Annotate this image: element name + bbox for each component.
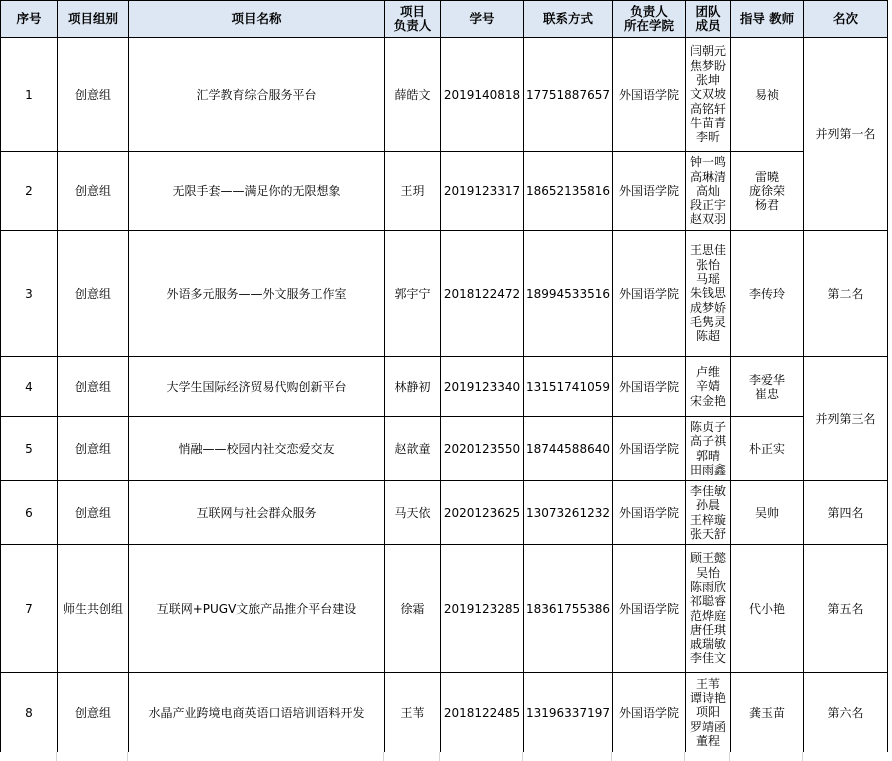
project-name-cell: 汇学教育综合服务平台 <box>129 38 385 152</box>
advisor-name: 庞徐荣 <box>748 184 785 198</box>
header-student-id: 学号 <box>441 1 524 38</box>
seq-cell: 5 <box>1 417 58 481</box>
rank-cell: 第六名 <box>804 673 888 753</box>
header-leader: 项目 负责人 <box>385 1 441 38</box>
team-members-cell <box>686 38 731 152</box>
advisor-name: 吴帅 <box>754 505 779 520</box>
team-members-cell <box>686 417 731 481</box>
team-member: 陈雨欣 <box>689 579 726 594</box>
team-member: 罗靖函 <box>689 719 726 734</box>
college-cell: 外国语学院 <box>613 357 686 417</box>
project-name-cell: 外语多元服务——外文服务工作室 <box>129 231 385 357</box>
table-row <box>1 417 888 481</box>
advisor-cell <box>731 357 804 417</box>
team-member: 宋金艳 <box>689 393 726 408</box>
advisor-cell <box>731 38 804 152</box>
team-member: 谭诗艳 <box>689 691 726 706</box>
college-cell: 外国语学院 <box>613 152 686 231</box>
team-members-cell <box>686 231 731 357</box>
group-cell: 创意组 <box>58 357 129 417</box>
team-member: 田雨鑫 <box>689 462 726 477</box>
student-id-cell: 2019140818 <box>441 38 524 152</box>
gridline <box>611 752 612 761</box>
advisor-cell <box>731 417 804 481</box>
team-member: 李佳敏 <box>689 483 726 498</box>
contact-cell: 13196337197 <box>524 673 613 753</box>
team-members-cell <box>686 152 731 231</box>
team-member: 毛隽灵 <box>689 314 726 329</box>
team-member: 高灿 <box>695 183 720 198</box>
advisor-cell <box>731 481 804 545</box>
advisor-name: 李爱华 <box>748 372 785 387</box>
team-member: 唐任琪 <box>689 622 726 637</box>
contact-cell: 18361755386 <box>524 545 613 673</box>
team-member: 牛苗青 <box>689 115 726 130</box>
gridline <box>729 752 730 761</box>
seq-cell: 4 <box>1 357 58 417</box>
team-member: 陈超 <box>695 329 720 344</box>
group-cell: 创意组 <box>58 38 129 152</box>
header-team-members: 团队 成员 <box>686 1 731 38</box>
advisor-cell <box>731 152 804 231</box>
advisor-name: 雷曉 <box>754 170 779 184</box>
leader-cell: 马天依 <box>385 481 441 545</box>
student-id-cell: 2019123285 <box>441 545 524 673</box>
team-member: 朱钱思 <box>689 286 726 301</box>
advisor-name: 代小艳 <box>748 601 785 616</box>
header-seq: 序号 <box>1 1 58 38</box>
table-row <box>1 38 888 152</box>
gridline <box>127 752 128 761</box>
group-cell: 师生共创组 <box>58 545 129 673</box>
team-member: 祁聪睿 <box>689 594 726 609</box>
group-cell: 创意组 <box>58 152 129 231</box>
team-member: 闫朝元 <box>689 44 726 59</box>
project-name-cell: 互联网与社会群众服务 <box>129 481 385 545</box>
group-cell: 创意组 <box>58 231 129 357</box>
team-member: 高琳清 <box>689 169 726 184</box>
contact-cell: 18994533516 <box>524 231 613 357</box>
project-name-cell: 悄融——校园内社交恋爱交友 <box>129 417 385 481</box>
rank-cell: 第二名 <box>804 231 888 357</box>
contact-cell: 18652135816 <box>524 152 613 231</box>
table-row <box>1 545 888 673</box>
advisor-cell <box>731 545 804 673</box>
college-cell: 外国语学院 <box>613 545 686 673</box>
student-id-cell: 2018122485 <box>441 673 524 753</box>
header-group: 项目组别 <box>58 1 129 38</box>
team-member: 王思佳 <box>689 243 726 258</box>
advisor-cell <box>731 673 804 753</box>
header-college: 负责人 所在学院 <box>613 1 686 38</box>
gridline <box>56 752 57 761</box>
college-cell: 外国语学院 <box>613 417 686 481</box>
table-row <box>1 152 888 231</box>
advisor-cell <box>731 231 804 357</box>
advisor-name: 杨君 <box>754 198 779 212</box>
table-row <box>1 231 888 357</box>
gridline <box>802 752 803 761</box>
project-name-cell: 互联网+PUGV文旅产品推介平台建设 <box>129 545 385 673</box>
college-cell: 外国语学院 <box>613 481 686 545</box>
team-members-cell <box>686 545 731 673</box>
team-member: 王苇 <box>695 676 720 691</box>
student-id-cell: 2020123550 <box>441 417 524 481</box>
student-id-cell: 2020123625 <box>441 481 524 545</box>
advisor-name: 崔忠 <box>754 386 779 401</box>
team-member: 钟一鸣 <box>689 155 726 170</box>
team-member: 顾王懿 <box>689 551 726 566</box>
college-cell: 外国语学院 <box>613 38 686 152</box>
contact-cell: 17751887657 <box>524 38 613 152</box>
team-member: 段正宇 <box>689 198 726 213</box>
gridline <box>684 752 685 761</box>
team-member: 文双坡 <box>689 87 726 102</box>
seq-cell: 2 <box>1 152 58 231</box>
team-member: 李佳文 <box>689 651 726 666</box>
team-member: 项阳 <box>695 705 720 720</box>
header-advisor: 指导 教师 <box>731 1 804 38</box>
gridline <box>383 752 384 761</box>
gridline <box>522 752 523 761</box>
student-id-cell: 2019123340 <box>441 357 524 417</box>
contact-cell: 13151741059 <box>524 357 613 417</box>
leader-cell: 林静初 <box>385 357 441 417</box>
team-member: 郭晴 <box>695 448 720 463</box>
table-row <box>1 357 888 417</box>
team-member: 范烨庭 <box>689 608 726 623</box>
header-row <box>1 1 888 38</box>
team-member: 焦梦盼 <box>689 58 726 73</box>
leader-cell: 郭宇宁 <box>385 231 441 357</box>
advisor-name: 易祯 <box>754 87 779 102</box>
team-member: 辛婧 <box>695 379 720 394</box>
team-member: 陈贞子 <box>689 419 726 434</box>
college-cell: 外国语学院 <box>613 673 686 753</box>
contact-cell: 13073261232 <box>524 481 613 545</box>
team-member: 李昕 <box>695 130 720 145</box>
table-row <box>1 673 888 753</box>
leader-cell: 徐霜 <box>385 545 441 673</box>
leader-cell: 薛皓文 <box>385 38 441 152</box>
seq-cell: 6 <box>1 481 58 545</box>
advisor-name: 龚玉苗 <box>748 705 785 720</box>
seq-cell: 3 <box>1 231 58 357</box>
team-member: 吴怡 <box>695 565 720 580</box>
team-members-cell <box>686 481 731 545</box>
project-name-cell: 水晶产业跨境电商英语口语培训语料开发 <box>129 673 385 753</box>
rank-cell: 并列第一名 <box>804 38 888 231</box>
team-member: 张怡 <box>695 257 720 272</box>
student-id-cell: 2018122472 <box>441 231 524 357</box>
leader-cell: 赵歆童 <box>385 417 441 481</box>
team-member: 马瑶 <box>695 272 720 287</box>
team-member: 赵双羽 <box>689 212 726 227</box>
team-member: 成梦娇 <box>689 300 726 315</box>
team-member: 戚瑞敏 <box>689 637 726 652</box>
group-cell: 创意组 <box>58 673 129 753</box>
bottom-gap <box>0 752 892 761</box>
contact-cell: 18744588640 <box>524 417 613 481</box>
header-rank: 名次 <box>804 1 888 38</box>
team-member: 张天舒 <box>689 526 726 541</box>
team-member: 高铭轩 <box>689 101 726 116</box>
team-member: 高子祺 <box>689 434 726 449</box>
leader-cell: 王苇 <box>385 673 441 753</box>
rank-cell: 第五名 <box>804 545 888 673</box>
header-project-name: 项目名称 <box>129 1 385 38</box>
header-contact: 联系方式 <box>524 1 613 38</box>
team-members-cell <box>686 357 731 417</box>
table-row <box>1 481 888 545</box>
project-name-cell: 无限手套——满足你的无限想象 <box>129 152 385 231</box>
rank-cell: 第四名 <box>804 481 888 545</box>
student-id-cell: 2019123317 <box>441 152 524 231</box>
leader-cell: 王玥 <box>385 152 441 231</box>
team-member: 卢维 <box>695 365 720 380</box>
team-member: 董程 <box>695 733 720 748</box>
project-name-cell: 大学生国际经济贸易代购创新平台 <box>129 357 385 417</box>
seq-cell: 8 <box>1 673 58 753</box>
group-cell: 创意组 <box>58 481 129 545</box>
college-cell: 外国语学院 <box>613 231 686 357</box>
rank-cell: 并列第三名 <box>804 357 888 481</box>
advisor-name: 李传玲 <box>748 286 785 301</box>
team-member: 张坤 <box>695 73 720 88</box>
team-member: 孙晨 <box>695 498 720 513</box>
group-cell: 创意组 <box>58 417 129 481</box>
seq-cell: 1 <box>1 38 58 152</box>
seq-cell: 7 <box>1 545 58 673</box>
advisor-name: 朴正实 <box>748 441 785 456</box>
team-members-cell <box>686 673 731 753</box>
gridline <box>439 752 440 761</box>
team-member: 王梓璇 <box>689 512 726 527</box>
